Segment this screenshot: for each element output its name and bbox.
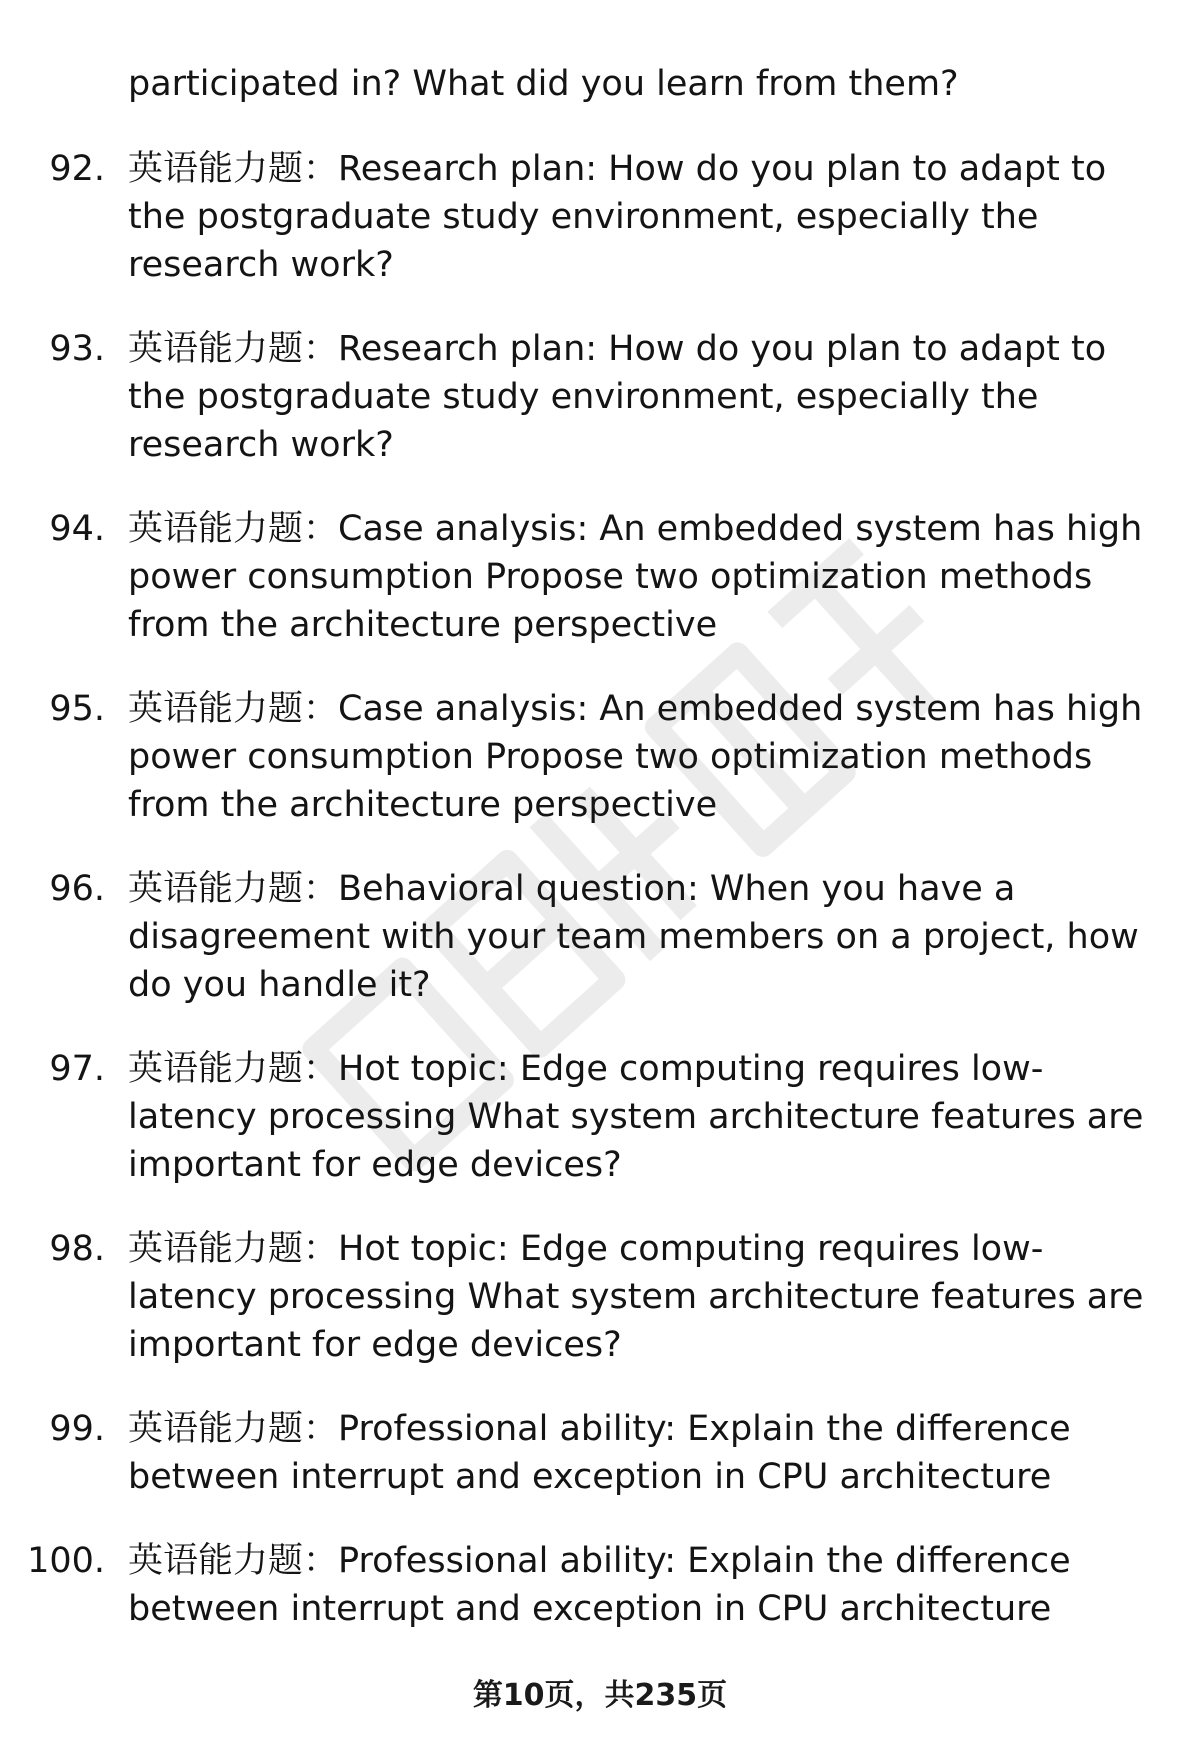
question-body: Research plan: How do you plan to adapt to the postgraduate study environment, especially the research work? xyxy=(128,149,1107,285)
question-prefix: 英语能力题： xyxy=(128,1229,339,1269)
question-number: 97. xyxy=(49,1049,105,1089)
question-number: 93. xyxy=(49,329,105,369)
question-prefix: 英语能力题： xyxy=(128,149,339,189)
question-number: 99. xyxy=(49,1409,105,1449)
question-text xyxy=(128,325,1158,469)
question-number: 92. xyxy=(49,149,105,189)
question-number: 95. xyxy=(49,689,105,729)
question-prefix: 英语能力题： xyxy=(128,1049,339,1089)
continuation-text: participated in? What did you learn from them? xyxy=(128,64,959,104)
question-text xyxy=(128,1045,1158,1189)
question-body: Research plan: How do you plan to adapt to the postgraduate study environment, especially the research work? xyxy=(128,329,1107,465)
question-number: 94. xyxy=(49,509,105,549)
question-prefix: 英语能力题： xyxy=(128,1541,339,1581)
question-text xyxy=(128,145,1158,289)
question-number: 100. xyxy=(27,1541,105,1581)
question-text xyxy=(128,1537,1158,1633)
question-text xyxy=(128,505,1158,649)
question-text xyxy=(128,865,1158,1009)
question-text xyxy=(128,685,1158,829)
question-number: 98. xyxy=(49,1229,105,1269)
question-body: Professional ability: Explain the difference between interrupt and exception in CPU architecture xyxy=(128,1541,1071,1629)
page-footer: 第10页，共235页 xyxy=(472,1678,728,1713)
question-body: Case analysis: An embedded system has high power consumption Propose two optimization methods from the architecture perspective xyxy=(128,689,1143,825)
question-text xyxy=(128,1405,1158,1501)
question-text xyxy=(128,1225,1158,1369)
question-prefix: 英语能力题： xyxy=(128,509,339,549)
question-prefix: 英语能力题： xyxy=(128,869,339,909)
question-body: Behavioral question: When you have a disagreement with your team members on a project, how do you handle it? xyxy=(128,869,1139,1005)
question-prefix: 英语能力题： xyxy=(128,329,339,369)
question-number: 96. xyxy=(49,869,105,909)
question-prefix: 英语能力题： xyxy=(128,1409,339,1449)
question-body: Hot topic: Edge computing requires low-latency processing What system architecture features are important for edge devices? xyxy=(128,1229,1144,1365)
question-prefix: 英语能力题： xyxy=(128,689,339,729)
question-body: Case analysis: An embedded system has high power consumption Propose two optimization methods from the architecture perspective xyxy=(128,509,1143,645)
question-body: Hot topic: Edge computing requires low-latency processing What system architecture features are important for edge devices? xyxy=(128,1049,1144,1185)
question-body: Professional ability: Explain the difference between interrupt and exception in CPU architecture xyxy=(128,1409,1071,1497)
